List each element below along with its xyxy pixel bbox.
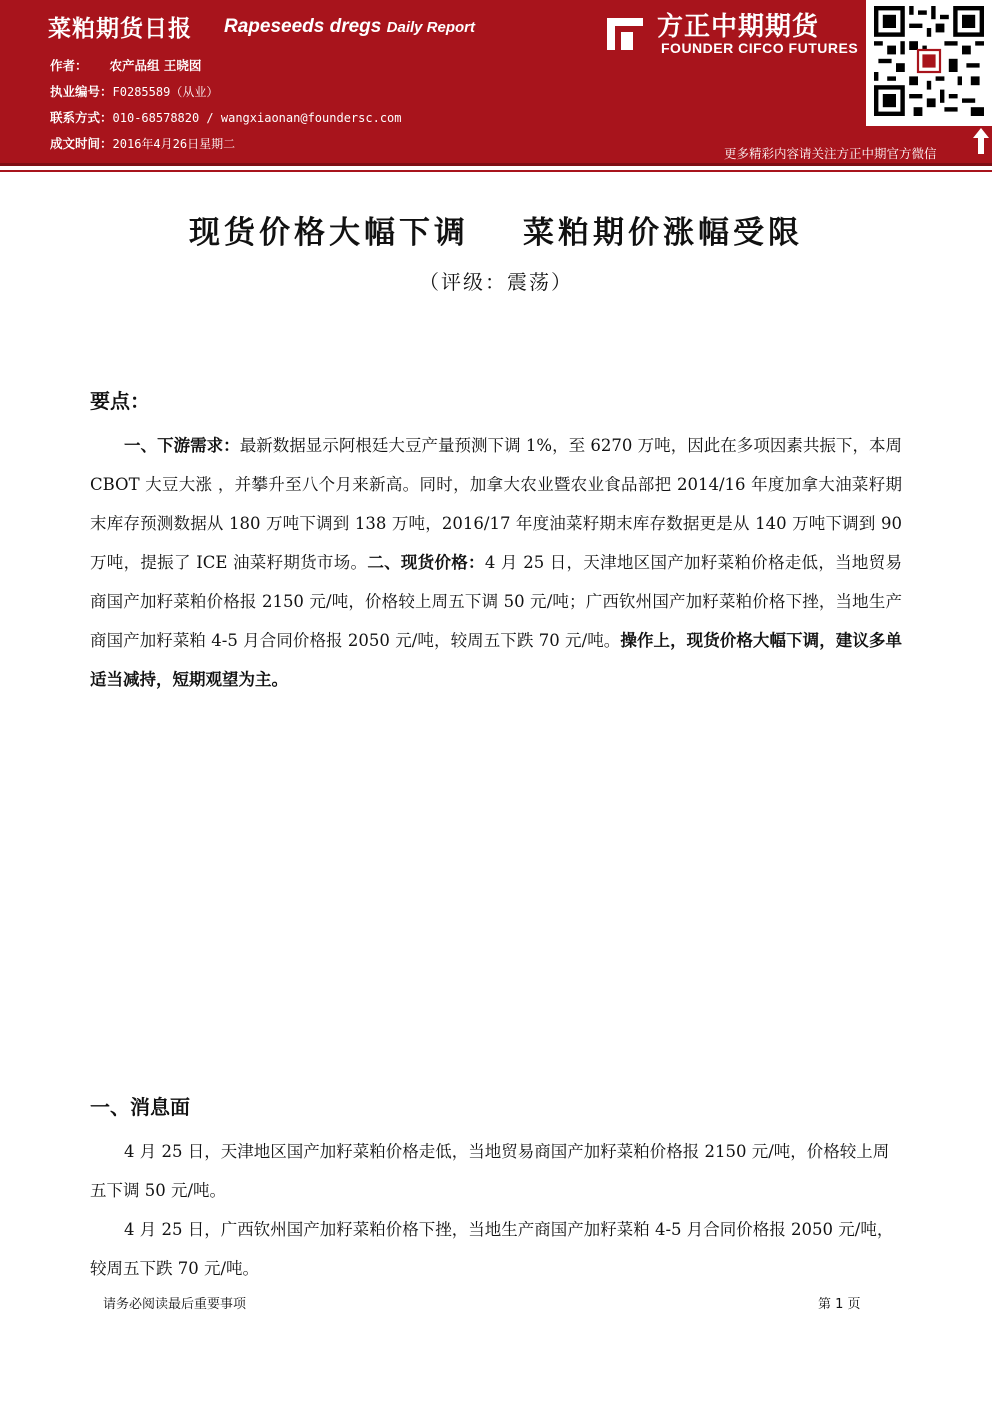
p2-text: 4 月 25 日，天津地区国产加籽菜粕价格走低，当地贸易商国产加籽菜粕价格报 2150 元/吨，价格较上周五下调 50 元/吨；广西钦州国产加籽菜粕价格下挫，当地生产商国产加籽菜粕 4-5 月合同价格报 2050 元/吨，较周五下跌 70 元/吨。 (90, 553, 903, 650)
date-value: 2016年4月26日星期二 (112, 137, 236, 151)
news-item (90, 1210, 902, 1288)
company-name-en: FOUNDER CIFCO FUTURES (661, 40, 859, 56)
follow-wechat-text: 更多精彩内容请关注方正中期官方微信 (724, 146, 937, 161)
p2-prefix: 二、 (367, 553, 401, 572)
page-number: 第 1 页 (818, 1297, 861, 1312)
date-label: 成文时间： (50, 136, 113, 151)
header-divider-thin (0, 170, 992, 172)
qr-code-icon (874, 6, 984, 116)
p1-prefix: 一、 (124, 436, 158, 455)
key-points-paragraph (90, 426, 902, 699)
title-part1: 现货价格大幅下调 (189, 215, 469, 251)
license-label: 执业编号： (50, 84, 113, 99)
author-value: 农产品组 王晓囡 (109, 58, 202, 73)
news-text-2: 4 月 25 日，广西钦州国产加籽菜粕价格下挫，当地生产商国产加籽菜粕 4-5 月合同价格报 2050 元/吨，较周五下跌 70 元/吨。 (90, 1220, 894, 1278)
author-label: 作者： (50, 58, 88, 73)
report-name-cn: 菜粕期货日报 (48, 16, 192, 42)
company-name-cn: 方正中期期货 (657, 12, 820, 42)
key-points-heading: 要点： (90, 389, 150, 413)
section-heading-news: 一、消息面 (90, 1095, 190, 1119)
conclusion: 操作上，现货价格大幅下调，建议多单适当减持，短期观望为主。 (90, 631, 902, 689)
header-divider (0, 163, 992, 166)
p2-label: 现货价格： (400, 553, 485, 572)
news-item (90, 1132, 902, 1210)
news-text-1: 4 月 25 日，天津地区国产加籽菜粕价格走低，当地贸易商国产加籽菜粕价格报 2150 元/吨，价格较上周五下调 50 元/吨。 (90, 1142, 890, 1200)
footer-disclaimer: 请务必阅读最后重要事项 (103, 1297, 247, 1312)
report-name-en-suffix: Daily Report (386, 19, 475, 36)
qr-code[interactable] (866, 0, 992, 126)
author-line (50, 56, 201, 74)
contact-value[interactable]: 010-68578820 / wangxiaonan@foundersc.com (112, 111, 402, 125)
report-name-en-main: Rapeseeds dregs (224, 16, 382, 37)
company-logo-icon (603, 14, 647, 54)
license-value: F0285589（从业） (112, 85, 219, 99)
arrow-up-icon (973, 128, 989, 154)
page-title (0, 207, 992, 252)
report-name-en (224, 16, 475, 38)
license-line (50, 82, 218, 100)
p1-text: 最新数据显示阿根廷大豆产量预测下调 1%，至 6270 万吨，因此在多项因素共振下，本周 CBOT 大豆大涨 ，并攀升至八个月来新高。同时，加拿大农业暨农业食品部把 2014/16 年度加拿大油菜籽期末库存预测数据从 180 万吨下调到 138 万吨，2016/17 年度油菜籽期末库存数据更是从 140 万吨下调到 90 万吨，提振了 ICE 油菜籽期货市场。 (90, 436, 903, 572)
p1-label: 下游需求： (157, 436, 240, 455)
contact-line (50, 108, 402, 126)
date-line (50, 134, 235, 152)
rating: （评级：震荡） (419, 270, 573, 294)
contact-label: 联系方式： (50, 110, 113, 125)
title-part2: 菜粕期价涨幅受限 (523, 215, 803, 251)
